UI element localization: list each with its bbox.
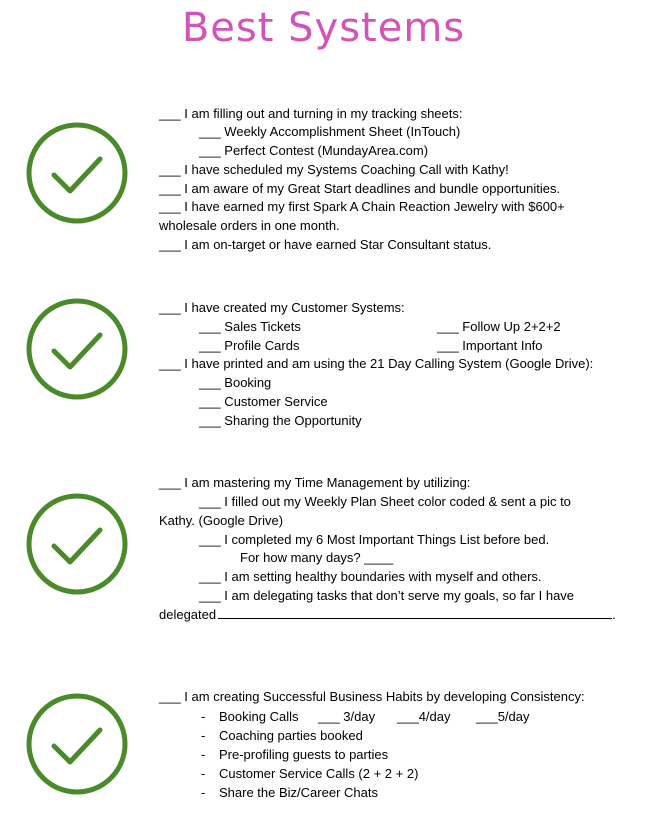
checkmark-circle-icon <box>24 120 130 226</box>
checkmark-circle-icon <box>24 491 130 597</box>
habit-item: Pre-profiling guests to parties <box>219 747 389 762</box>
checklist-subitem: ___ Important Info <box>437 338 543 353</box>
habit-item: Share the Biz/Career Chats <box>219 785 378 800</box>
checklist-subitem: ___ I am delegating tasks that don’t serve my goals, so far I have <box>199 588 575 603</box>
checklist-subitem: ___ Sales Tickets <box>199 319 301 334</box>
checklist-item: ___ I am filling out and turning in my tracking sheets: <box>159 106 463 121</box>
checklist-item: ___ I am mastering my Time Management by utilizing: <box>159 475 471 490</box>
list-bullet: - <box>201 728 206 743</box>
delegated-label: delegated <box>159 607 217 622</box>
habit-item: Coaching parties booked <box>219 728 363 743</box>
delegated-period: . <box>612 607 616 622</box>
checklist-subitem: ___ Perfect Contest (MundayArea.com) <box>199 143 429 158</box>
checklist-item: ___ I am creating Successful Business Habits by developing Consistency: <box>159 689 585 704</box>
checklist-subitem: ___ I completed my 6 Most Important Things List before bed. <box>199 532 550 547</box>
checklist-subitem: ___ Profile Cards <box>199 338 300 353</box>
checklist-subitem: ___ Follow Up 2+2+2 <box>437 319 561 334</box>
checklist-subitem: ___ Sharing the Opportunity <box>199 413 362 428</box>
checklist-subitem: ___ Customer Service <box>199 394 328 409</box>
days-count-prompt: For how many days? ____ <box>240 550 394 565</box>
checklist-item: ___ I have scheduled my Systems Coaching Call with Kathy! <box>159 162 509 177</box>
checklist-item: ___ I am on-target or have earned Star Consultant status. <box>159 237 492 252</box>
list-bullet: - <box>201 709 206 724</box>
checklist-item: ___ I have earned my first Spark A Chain Reaction Jewelry with $600+ <box>159 199 565 214</box>
checkmark-circle-icon <box>24 691 130 797</box>
habit-option: ___4/day <box>397 709 451 724</box>
checklist-subitem: ___ I am setting healthy boundaries with myself and others. <box>199 569 542 584</box>
habit-option: ___5/day <box>476 709 530 724</box>
checklist-subitem-continuation: Kathy. (Google Drive) <box>159 513 284 528</box>
habit-item: Customer Service Calls (2 + 2 + 2) <box>219 766 419 781</box>
page-title: Best Systems <box>181 5 466 51</box>
checklist-subitem: ___ Weekly Accomplishment Sheet (InTouch) <box>199 124 461 139</box>
delegated-blank <box>218 606 612 619</box>
delegated-line <box>159 605 616 624</box>
checklist-subitem: ___ Booking <box>199 375 272 390</box>
habit-item: Booking Calls <box>219 709 299 724</box>
checkmark-circle-icon <box>24 296 130 402</box>
checklist-item-continuation: wholesale orders in one month. <box>159 218 340 233</box>
checklist-subitem: ___ I filled out my Weekly Plan Sheet color coded & sent a pic to <box>199 494 571 509</box>
list-bullet: - <box>201 785 206 800</box>
checklist-item: ___ I am aware of my Great Start deadlines and bundle opportunities. <box>159 181 561 196</box>
list-bullet: - <box>201 766 206 781</box>
list-bullet: - <box>201 747 206 762</box>
checklist-item: ___ I have printed and am using the 21 Day Calling System (Google Drive): <box>159 356 594 371</box>
habit-option: ___ 3/day <box>318 709 376 724</box>
checklist-item: ___ I have created my Customer Systems: <box>159 300 405 315</box>
